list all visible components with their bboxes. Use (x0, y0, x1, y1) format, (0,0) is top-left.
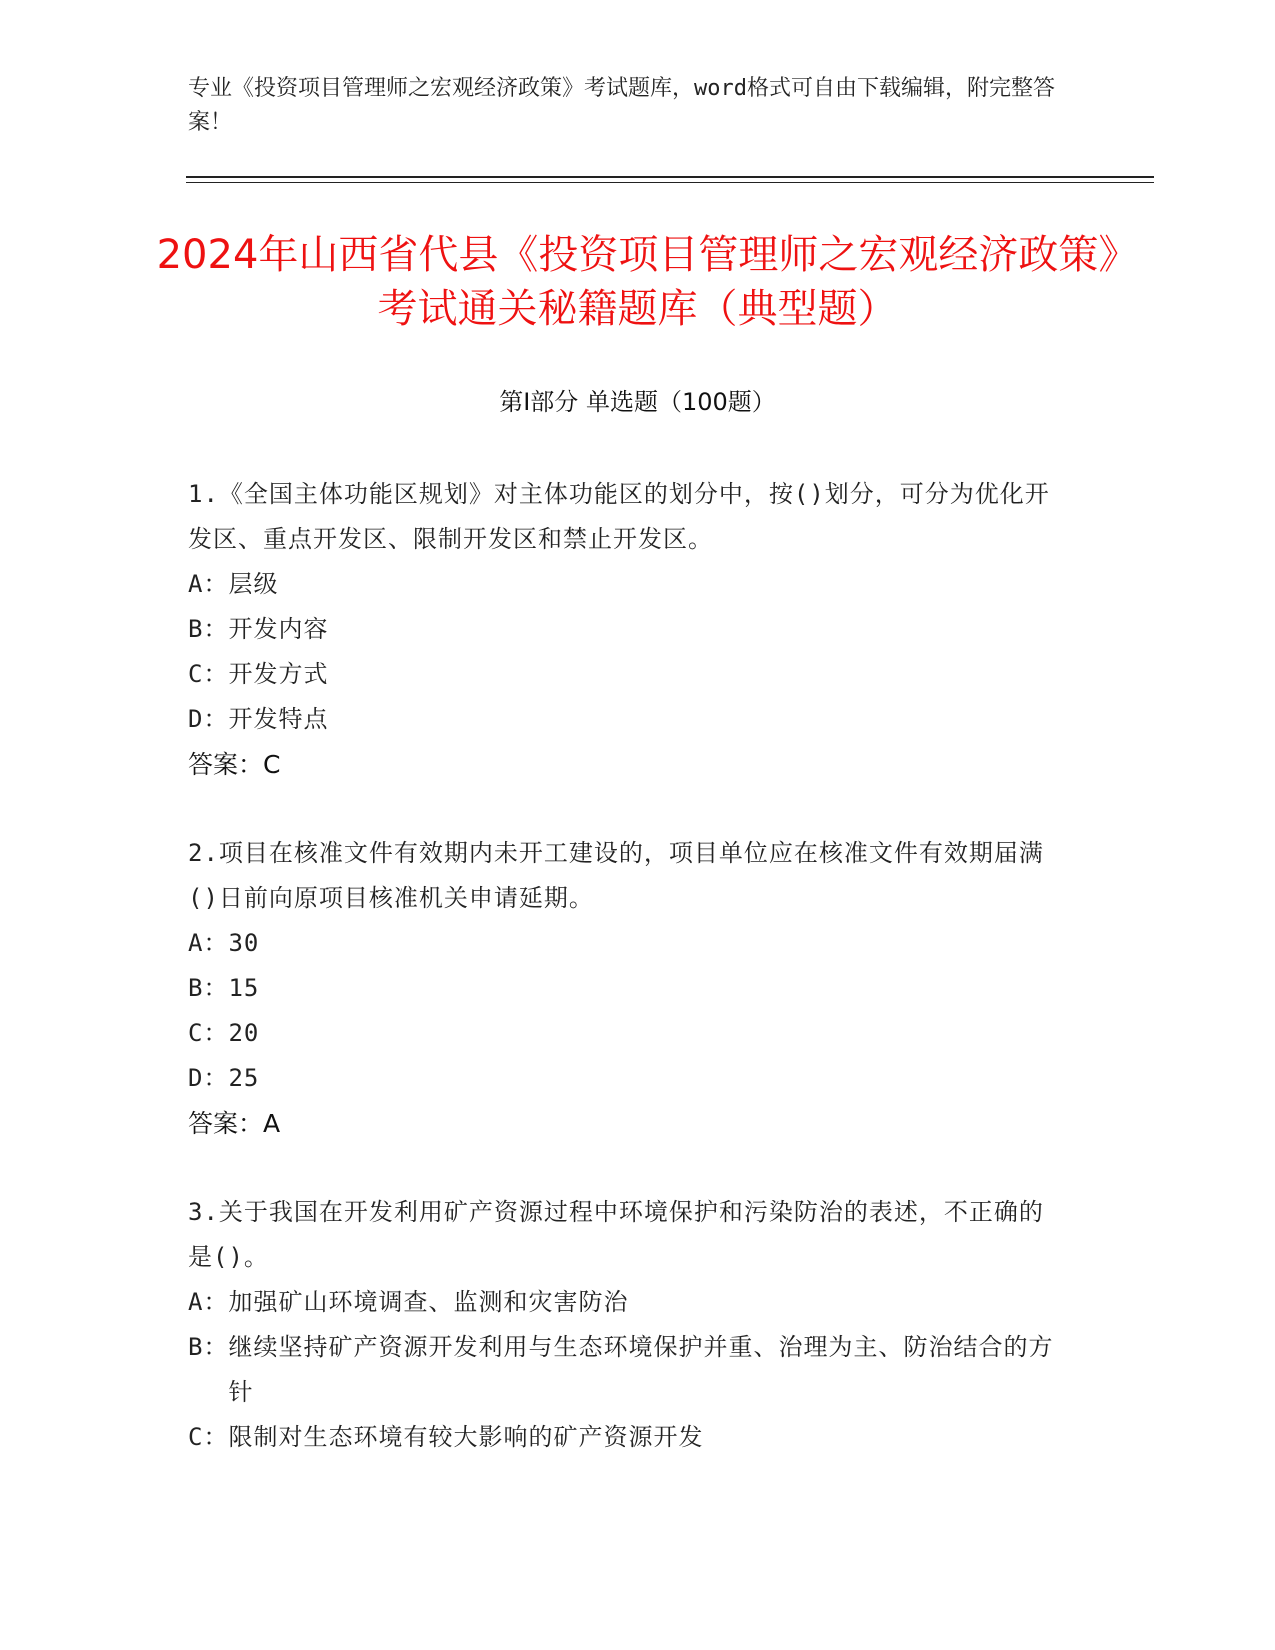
option-a (188, 562, 1068, 607)
option-text: 开发特点 (228, 705, 329, 733)
option-c (188, 1011, 1068, 1056)
question-1 (188, 472, 1068, 787)
option-letter: D： (188, 705, 229, 733)
option-letter: A： (188, 929, 229, 957)
option-text: 开发内容 (228, 615, 329, 643)
option-text: 15 (228, 974, 260, 1002)
option-b (188, 607, 1068, 652)
header-divider-thick (186, 176, 1154, 178)
option-text: 30 (228, 929, 260, 957)
option-text: 25 (228, 1064, 260, 1092)
option-letter: A： (188, 570, 229, 598)
option-text: 20 (228, 1019, 260, 1047)
option-c (188, 652, 1068, 697)
option-letter: A： (188, 1288, 229, 1316)
question-stem: 2.项目在核准文件有效期内未开工建设的，项目单位应在核准文件有效期届满()日前向原项目核准机关申请延期。 (188, 839, 1044, 912)
section-heading: 第Ⅰ部分 单选题（100题） (499, 388, 776, 416)
question-2 (188, 831, 1068, 1146)
option-text: 限制对生态环境有较大影响的矿产资源开发 (228, 1423, 704, 1451)
option-letter: C： (188, 660, 229, 688)
option-text: 继续坚持矿产资源开发利用与生态环境保护并重、治理为主、防治结合的方针 (228, 1333, 1054, 1406)
option-text: 加强矿山环境调查、监测和灾害防治 (228, 1288, 629, 1316)
header-divider-thin (186, 182, 1154, 183)
question-stem: 3.关于我国在开发利用矿产资源过程中环境保护和污染防治的表述，不正确的是()。 (188, 1198, 1044, 1271)
option-text: 开发方式 (228, 660, 329, 688)
option-a (188, 1280, 1068, 1325)
option-d (188, 697, 1068, 742)
option-a (188, 921, 1068, 966)
question-stem: 1.《全国主体功能区规划》对主体功能区的划分中，按()划分，可分为优化开发区、重点开发区、限制开发区和禁止开发区。 (188, 480, 1050, 553)
option-letter: D： (188, 1064, 229, 1092)
question-3 (188, 1190, 1068, 1460)
option-letter: B： (188, 1333, 229, 1361)
header-note: 专业《投资项目管理师之宏观经济政策》考试题库，word格式可自由下载编辑，附完整答案！ (188, 76, 1055, 135)
option-c (188, 1415, 1068, 1460)
option-d (188, 1056, 1068, 1101)
option-letter: B： (188, 615, 229, 643)
answer-line: 答案：A (188, 1109, 281, 1138)
option-letter: C： (188, 1423, 229, 1451)
document-title: 2024年山西省代县《投资项目管理师之宏观经济政策》考试通关秘籍题库（典型题） (156, 232, 1119, 332)
option-letter: C： (188, 1019, 229, 1047)
answer-line: 答案：C (188, 750, 281, 779)
option-b (188, 966, 1068, 1011)
question-list (188, 472, 1068, 1504)
option-text: 层级 (228, 570, 279, 598)
option-letter: B： (188, 974, 229, 1002)
option-b (188, 1325, 1068, 1415)
